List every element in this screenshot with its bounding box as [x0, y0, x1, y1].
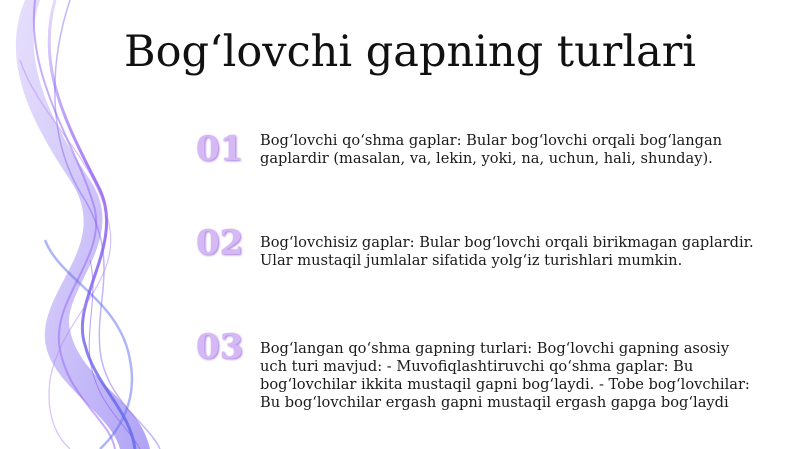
slide-title: Bog‘lovchi gapning turlari: [123, 27, 697, 77]
item-number: 03: [196, 327, 244, 367]
item-number: 02: [196, 223, 244, 263]
item-text: Bog‘lovchisiz gaplar: Bular bog‘lovchi orqali birikmagan gaplardir. Ular mustaqil jumlalar sifatida yolg‘iz turishlari mumkin.: [260, 234, 754, 269]
item-text: Bog‘lovchi qo‘shma gaplar: Bular bog‘lovchi orqali bog‘langan gaplardir (masalan, va, lekin, yoki, na, uchun, hali, shunday).: [260, 132, 723, 167]
item-text: Bog‘langan qo‘shma gapning turlari: Bog‘lovchi gapning asosiy uch turi mavjud: - Muvofiqlashtiruvchi qo‘shma gaplar: Bu bog‘lovchilar ikkita mustaqil gapni bog‘laydi. - Tobe bog‘lovchilar: Bu bog‘lovchilar ergash gapni mustaqil ergash gapga bog‘laydi: [260, 340, 750, 411]
item-number: 01: [196, 129, 244, 169]
